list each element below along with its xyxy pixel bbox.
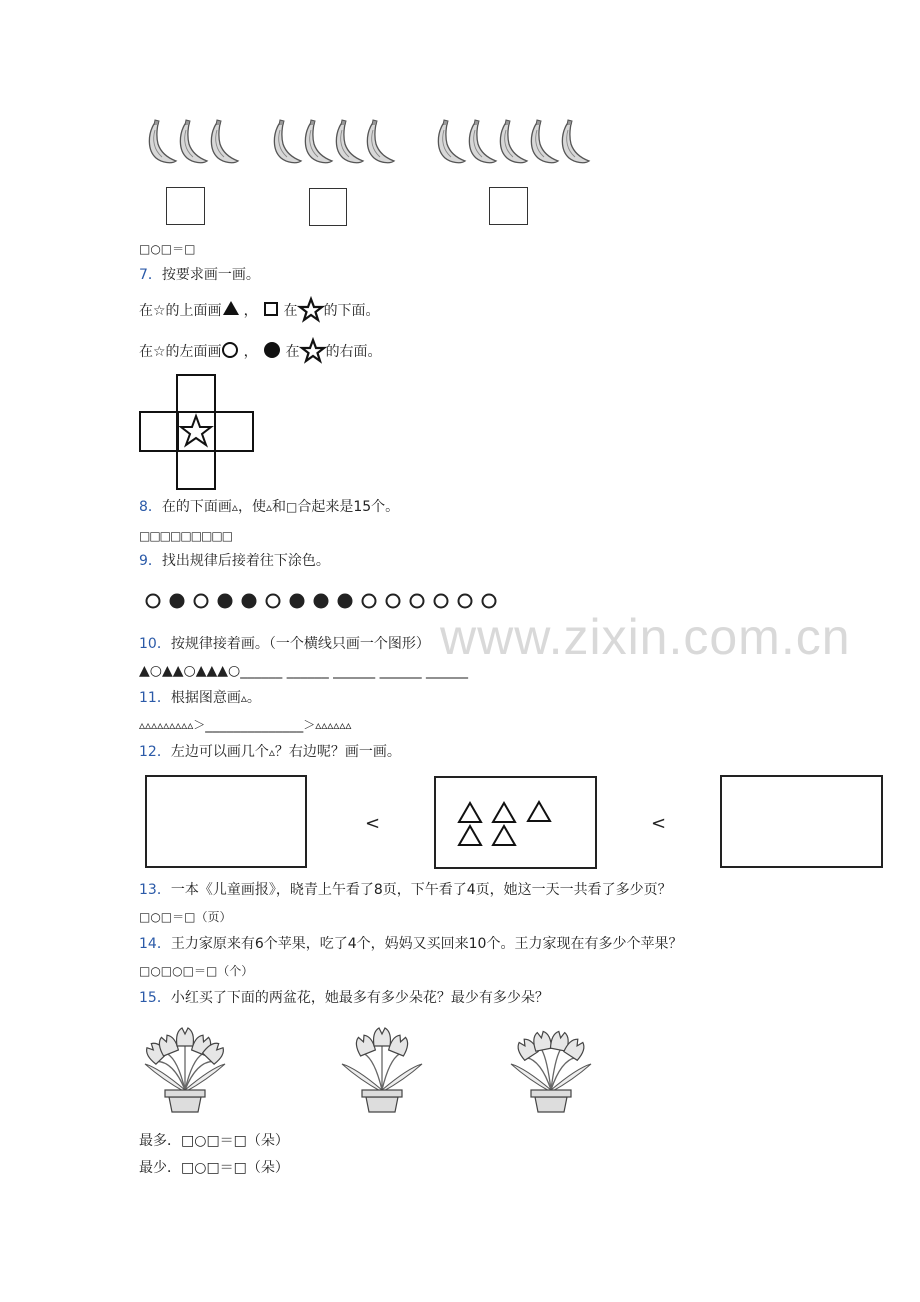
banana-icon — [438, 120, 465, 163]
empty-bead[interactable] — [459, 595, 472, 608]
flower-pot-icon — [139, 1020, 239, 1120]
q7-line1 — [139, 299, 380, 321]
question-number: 15． — [139, 990, 171, 1006]
q15-title — [139, 988, 549, 1008]
banana-icon — [274, 120, 301, 163]
hollow-circle-icon — [222, 342, 238, 358]
banana-icon — [336, 120, 363, 163]
instruction-text: 在☆的左面画 — [139, 344, 222, 360]
question-number: 10． — [139, 636, 171, 652]
grid-cell-top[interactable] — [177, 375, 215, 412]
banana-icon — [367, 120, 394, 163]
triangle-icon — [528, 802, 550, 821]
filled-triangle-icon — [222, 302, 240, 316]
question-text: 按规律接着画。（一个横线只画一个图形） — [170, 636, 430, 652]
banana-icon — [305, 120, 332, 163]
filled-bead — [291, 595, 304, 608]
q15-max: 最多．□○□＝□（朵） — [139, 1133, 289, 1149]
question-number: 14． — [139, 936, 171, 952]
q15-min: 最少．□○□＝□（朵） — [139, 1160, 289, 1176]
flower-pot-icon — [505, 1020, 605, 1120]
banana-group — [146, 120, 249, 166]
question-text: 合起来是15个。 — [297, 499, 400, 515]
question-number: 12． — [139, 744, 171, 760]
filled-circle-icon — [264, 342, 280, 358]
answer-box[interactable] — [489, 187, 528, 225]
question-number: 7． — [139, 267, 162, 283]
less-than-sign: < — [651, 813, 667, 834]
empty-bead[interactable] — [147, 595, 160, 608]
q11-title — [139, 688, 261, 708]
star-icon — [181, 416, 211, 445]
filled-bead — [219, 595, 232, 608]
answer-box[interactable] — [166, 187, 205, 225]
instruction-text: 的下面。 — [323, 303, 380, 319]
q8-title — [139, 497, 399, 517]
empty-bead[interactable] — [483, 595, 496, 608]
comma-text: ， — [243, 344, 258, 360]
banana-icon — [149, 120, 176, 163]
triangle-group-left: ▵▵▵▵▵▵▵▵▵＞ — [139, 718, 206, 732]
bead-pattern — [144, 591, 504, 611]
q9-title — [139, 551, 330, 571]
question-text: 在的下面画 — [161, 499, 232, 515]
instruction-text: 的右面。 — [325, 344, 382, 360]
square-icon: □ — [285, 500, 298, 514]
q7-title — [139, 265, 260, 285]
empty-bead[interactable] — [195, 595, 208, 608]
q13-answer: □○□＝□（页） — [139, 910, 232, 924]
instruction-text: 在 — [283, 303, 298, 319]
question-text: ，使 — [237, 499, 266, 515]
filled-bead — [315, 595, 328, 608]
q6-equation: □○□＝□ — [139, 242, 196, 256]
banana-group — [271, 120, 405, 166]
triangle-icon — [493, 803, 515, 822]
triangle-icon — [459, 803, 481, 822]
flower-pot-icon — [336, 1020, 436, 1120]
tulip-bloom — [374, 1028, 391, 1046]
triangle-icon — [493, 826, 515, 845]
answer-box[interactable] — [309, 188, 347, 226]
banana-icon — [562, 120, 589, 163]
q7-line2 — [139, 340, 382, 362]
cross-grid-diagram — [139, 374, 255, 492]
triangle-icon: ▵ — [240, 691, 247, 705]
star-icon — [300, 340, 326, 360]
banana-icon — [211, 120, 238, 163]
banana-icon — [500, 120, 527, 163]
square-icon — [264, 302, 278, 316]
question-text: ？右边呢？画一画。 — [274, 744, 401, 760]
shape-pattern: ▲○▲▲○▲▲▲○ — [139, 663, 241, 679]
q13-title — [139, 880, 672, 900]
empty-bead[interactable] — [363, 595, 376, 608]
q11-compare-line — [139, 715, 351, 735]
question-number: 13． — [139, 882, 171, 898]
middle-triangle-box — [434, 776, 597, 869]
triangle-icon: ▵ — [231, 500, 238, 514]
question-text: 小红买了下面的两盆花，她最多有多少朵花？最少有多少朵？ — [170, 990, 549, 1006]
star-icon — [298, 299, 324, 319]
q12-title — [139, 742, 401, 762]
banana-icon — [180, 120, 207, 163]
triangle-group-right: ＞▵▵▵▵▵▵ — [303, 718, 352, 732]
q14-title — [139, 934, 682, 954]
grid-cell-left[interactable] — [140, 412, 178, 451]
q14-answer: □○□○□＝□（个） — [139, 964, 254, 978]
question-number: 9． — [139, 553, 162, 569]
tulip-bloom — [532, 1030, 552, 1051]
banana-icon — [531, 120, 558, 163]
instruction-text: 在☆的上面画 — [139, 303, 222, 319]
q10-pattern-line — [139, 661, 468, 681]
answer-blanks[interactable]: ______ ______ ______ ______ ______ — [240, 663, 469, 679]
empty-bead[interactable] — [387, 595, 400, 608]
empty-bead[interactable] — [267, 595, 280, 608]
tulip-bloom — [388, 1033, 410, 1056]
question-number: 8． — [139, 499, 162, 515]
filled-bead — [243, 595, 256, 608]
empty-bead[interactable] — [435, 595, 448, 608]
question-number: 11． — [139, 690, 171, 706]
triangle-icon: ▵ — [268, 745, 275, 759]
answer-blank[interactable]: ______________ — [205, 717, 304, 733]
q8-answer: □□□□□□□□□ — [139, 529, 233, 543]
question-text: 按要求画一画。 — [161, 267, 260, 283]
question-text: 和 — [271, 499, 286, 515]
banana-group — [435, 120, 600, 166]
empty-bead[interactable] — [411, 595, 424, 608]
instruction-text: 在 — [285, 344, 300, 360]
filled-bead — [339, 595, 352, 608]
triangle-icon — [459, 826, 481, 845]
triangle-icon: ▵ — [265, 500, 272, 514]
watermark: www.zixin.com.cn — [440, 609, 851, 665]
grid-cell-bottom[interactable] — [177, 451, 215, 489]
grid-cell-right[interactable] — [215, 412, 253, 451]
triangle-group — [434, 776, 597, 869]
banana-icon — [469, 120, 496, 163]
q10-title — [139, 634, 430, 654]
question-text: 。 — [246, 690, 261, 706]
right-drawing-box[interactable] — [720, 775, 883, 868]
less-than-sign: < — [365, 813, 381, 834]
left-drawing-box[interactable] — [145, 775, 307, 868]
question-text: 一本《儿童画报》，晓青上午看了8页，下午看了4页，她这一天一共看了多少页？ — [170, 882, 672, 898]
question-text: 根据图意画 — [170, 690, 241, 706]
question-text: 王力家原来有6个苹果，吃了4个，妈妈又买回来10个。王力家现在有多少个苹果？ — [170, 936, 683, 952]
question-text: 找出规律后接着往下涂色。 — [161, 553, 330, 569]
tulip-bloom — [177, 1028, 194, 1046]
tulip-bloom — [353, 1033, 375, 1056]
filled-bead — [171, 595, 184, 608]
question-text: 左边可以画几个 — [170, 744, 269, 760]
comma-text: ， — [243, 303, 258, 319]
